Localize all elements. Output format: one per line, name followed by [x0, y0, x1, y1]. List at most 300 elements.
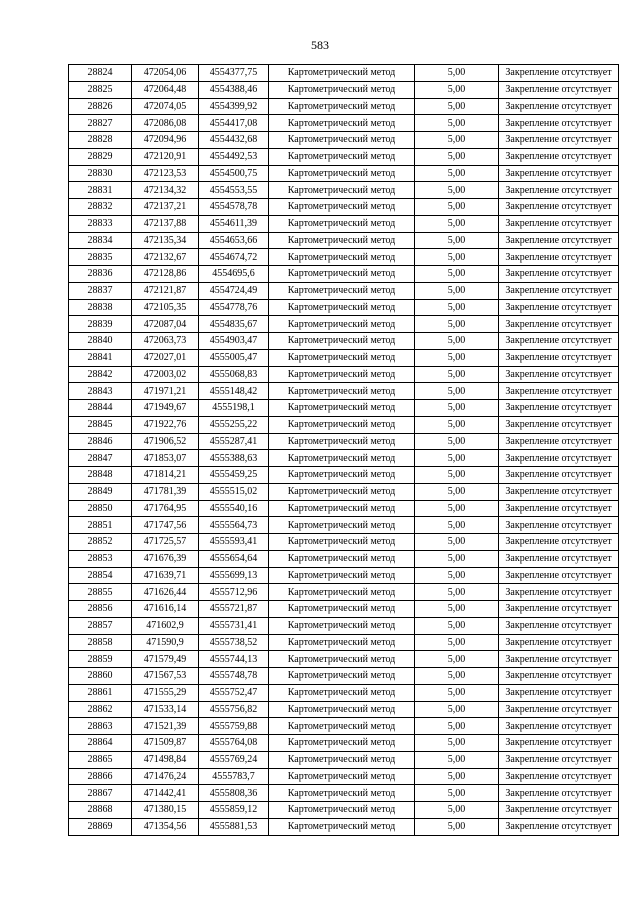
x-coordinate-cell: 472137,21	[132, 199, 199, 216]
point-number-cell: 28839	[69, 316, 132, 333]
x-coordinate-cell: 472054,06	[132, 65, 199, 82]
fixation-cell: Закрепление отсутствует	[499, 785, 619, 802]
table-row	[69, 199, 619, 216]
point-number-cell: 28846	[69, 433, 132, 450]
fixation-cell: Закрепление отсутствует	[499, 450, 619, 467]
point-number-cell: 28867	[69, 785, 132, 802]
accuracy-cell: 5,00	[415, 550, 499, 567]
x-coordinate-cell: 471616,14	[132, 601, 199, 618]
point-number-cell: 28858	[69, 634, 132, 651]
accuracy-cell: 5,00	[415, 148, 499, 165]
method-cell: Картометрический метод	[269, 81, 415, 98]
point-number-cell: 28868	[69, 802, 132, 819]
y-coordinate-cell: 4555881,53	[199, 818, 269, 835]
accuracy-cell: 5,00	[415, 634, 499, 651]
accuracy-cell: 5,00	[415, 199, 499, 216]
method-cell: Картометрический метод	[269, 98, 415, 115]
point-number-cell: 28848	[69, 467, 132, 484]
fixation-cell: Закрепление отсутствует	[499, 768, 619, 785]
table-row	[69, 132, 619, 149]
accuracy-cell: 5,00	[415, 400, 499, 417]
y-coordinate-cell: 4554835,67	[199, 316, 269, 333]
y-coordinate-cell: 4555748,78	[199, 668, 269, 685]
accuracy-cell: 5,00	[415, 668, 499, 685]
y-coordinate-cell: 4554653,66	[199, 232, 269, 249]
method-cell: Картометрический метод	[269, 601, 415, 618]
table-row	[69, 416, 619, 433]
x-coordinate-cell: 472134,32	[132, 182, 199, 199]
accuracy-cell: 5,00	[415, 802, 499, 819]
accuracy-cell: 5,00	[415, 467, 499, 484]
method-cell: Картометрический метод	[269, 500, 415, 517]
point-number-cell: 28866	[69, 768, 132, 785]
accuracy-cell: 5,00	[415, 366, 499, 383]
x-coordinate-cell: 471971,21	[132, 383, 199, 400]
accuracy-cell: 5,00	[415, 299, 499, 316]
fixation-cell: Закрепление отсутствует	[499, 500, 619, 517]
x-coordinate-cell: 472064,48	[132, 81, 199, 98]
fixation-cell: Закрепление отсутствует	[499, 668, 619, 685]
table-row	[69, 400, 619, 417]
x-coordinate-cell: 471602,9	[132, 617, 199, 634]
y-coordinate-cell: 4555721,87	[199, 601, 269, 618]
point-number-cell: 28847	[69, 450, 132, 467]
fixation-cell: Закрепление отсутствует	[499, 266, 619, 283]
method-cell: Картометрический метод	[269, 768, 415, 785]
fixation-cell: Закрепление отсутствует	[499, 349, 619, 366]
accuracy-cell: 5,00	[415, 534, 499, 551]
y-coordinate-cell: 4554674,72	[199, 249, 269, 266]
table-row	[69, 718, 619, 735]
y-coordinate-cell: 4554399,92	[199, 98, 269, 115]
method-cell: Картометрический метод	[269, 467, 415, 484]
y-coordinate-cell: 4554377,75	[199, 65, 269, 82]
point-number-cell: 28827	[69, 115, 132, 132]
x-coordinate-cell: 471853,07	[132, 450, 199, 467]
accuracy-cell: 5,00	[415, 433, 499, 450]
accuracy-cell: 5,00	[415, 98, 499, 115]
method-cell: Картометрический метод	[269, 751, 415, 768]
x-coordinate-cell: 472105,35	[132, 299, 199, 316]
method-cell: Картометрический метод	[269, 651, 415, 668]
method-cell: Картометрический метод	[269, 349, 415, 366]
accuracy-cell: 5,00	[415, 517, 499, 534]
point-number-cell: 28830	[69, 165, 132, 182]
table-row	[69, 266, 619, 283]
fixation-cell: Закрепление отсутствует	[499, 316, 619, 333]
y-coordinate-cell: 4555783,7	[199, 768, 269, 785]
point-number-cell: 28835	[69, 249, 132, 266]
point-number-cell: 28833	[69, 215, 132, 232]
y-coordinate-cell: 4555198,1	[199, 400, 269, 417]
table-row	[69, 684, 619, 701]
x-coordinate-cell: 471476,24	[132, 768, 199, 785]
fixation-cell: Закрепление отсутствует	[499, 115, 619, 132]
method-cell: Картометрический метод	[269, 735, 415, 752]
method-cell: Картометрический метод	[269, 383, 415, 400]
table-row	[69, 567, 619, 584]
point-number-cell: 28862	[69, 701, 132, 718]
fixation-cell: Закрепление отсутствует	[499, 701, 619, 718]
fixation-cell: Закрепление отсутствует	[499, 182, 619, 199]
x-coordinate-cell: 472132,67	[132, 249, 199, 266]
table-row	[69, 467, 619, 484]
point-number-cell: 28852	[69, 534, 132, 551]
point-number-cell: 28843	[69, 383, 132, 400]
table-row	[69, 165, 619, 182]
table-row	[69, 383, 619, 400]
fixation-cell: Закрепление отсутствует	[499, 617, 619, 634]
y-coordinate-cell: 4555068,83	[199, 366, 269, 383]
x-coordinate-cell: 471533,14	[132, 701, 199, 718]
fixation-cell: Закрепление отсутствует	[499, 818, 619, 835]
table-row	[69, 550, 619, 567]
point-number-cell: 28845	[69, 416, 132, 433]
accuracy-cell: 5,00	[415, 718, 499, 735]
fixation-cell: Закрепление отсутствует	[499, 282, 619, 299]
fixation-cell: Закрепление отсутствует	[499, 534, 619, 551]
method-cell: Картометрический метод	[269, 534, 415, 551]
x-coordinate-cell: 472135,34	[132, 232, 199, 249]
y-coordinate-cell: 4555593,41	[199, 534, 269, 551]
x-coordinate-cell: 471814,21	[132, 467, 199, 484]
y-coordinate-cell: 4554778,76	[199, 299, 269, 316]
table-row	[69, 182, 619, 199]
x-coordinate-cell: 471380,15	[132, 802, 199, 819]
y-coordinate-cell: 4554388,46	[199, 81, 269, 98]
x-coordinate-cell: 471509,87	[132, 735, 199, 752]
y-coordinate-cell: 4554500,75	[199, 165, 269, 182]
accuracy-cell: 5,00	[415, 601, 499, 618]
accuracy-cell: 5,00	[415, 735, 499, 752]
method-cell: Картометрический метод	[269, 684, 415, 701]
fixation-cell: Закрепление отсутствует	[499, 584, 619, 601]
y-coordinate-cell: 4555540,16	[199, 500, 269, 517]
x-coordinate-cell: 471949,67	[132, 400, 199, 417]
point-number-cell: 28859	[69, 651, 132, 668]
table-row	[69, 232, 619, 249]
point-number-cell: 28834	[69, 232, 132, 249]
x-coordinate-cell: 472123,53	[132, 165, 199, 182]
table-row	[69, 450, 619, 467]
fixation-cell: Закрепление отсутствует	[499, 601, 619, 618]
method-cell: Картометрический метод	[269, 450, 415, 467]
point-number-cell: 28840	[69, 333, 132, 350]
accuracy-cell: 5,00	[415, 182, 499, 199]
fixation-cell: Закрепление отсутствует	[499, 165, 619, 182]
accuracy-cell: 5,00	[415, 115, 499, 132]
accuracy-cell: 5,00	[415, 333, 499, 350]
y-coordinate-cell: 4555699,13	[199, 567, 269, 584]
method-cell: Картометрический метод	[269, 165, 415, 182]
fixation-cell: Закрепление отсутствует	[499, 517, 619, 534]
fixation-cell: Закрепление отсутствует	[499, 232, 619, 249]
fixation-cell: Закрепление отсутствует	[499, 751, 619, 768]
table-row	[69, 768, 619, 785]
method-cell: Картометрический метод	[269, 266, 415, 283]
x-coordinate-cell: 471747,56	[132, 517, 199, 534]
y-coordinate-cell: 4555752,47	[199, 684, 269, 701]
accuracy-cell: 5,00	[415, 383, 499, 400]
point-number-cell: 28831	[69, 182, 132, 199]
accuracy-cell: 5,00	[415, 165, 499, 182]
accuracy-cell: 5,00	[415, 500, 499, 517]
method-cell: Картометрический метод	[269, 517, 415, 534]
accuracy-cell: 5,00	[415, 785, 499, 802]
x-coordinate-cell: 471442,41	[132, 785, 199, 802]
x-coordinate-cell: 472137,88	[132, 215, 199, 232]
method-cell: Картометрический метод	[269, 668, 415, 685]
x-coordinate-cell: 472087,04	[132, 316, 199, 333]
accuracy-cell: 5,00	[415, 132, 499, 149]
y-coordinate-cell: 4555808,36	[199, 785, 269, 802]
point-number-cell: 28851	[69, 517, 132, 534]
x-coordinate-cell: 472128,86	[132, 266, 199, 283]
accuracy-cell: 5,00	[415, 701, 499, 718]
point-number-cell: 28863	[69, 718, 132, 735]
table-row	[69, 249, 619, 266]
fixation-cell: Закрепление отсутствует	[499, 651, 619, 668]
y-coordinate-cell: 4555744,13	[199, 651, 269, 668]
table-row	[69, 483, 619, 500]
x-coordinate-cell: 471639,71	[132, 567, 199, 584]
y-coordinate-cell: 4555738,52	[199, 634, 269, 651]
table-row	[69, 735, 619, 752]
accuracy-cell: 5,00	[415, 249, 499, 266]
accuracy-cell: 5,00	[415, 751, 499, 768]
method-cell: Картометрический метод	[269, 282, 415, 299]
y-coordinate-cell: 4555255,22	[199, 416, 269, 433]
point-number-cell: 28825	[69, 81, 132, 98]
x-coordinate-cell: 471354,56	[132, 818, 199, 835]
fixation-cell: Закрепление отсутствует	[499, 249, 619, 266]
point-number-cell: 28853	[69, 550, 132, 567]
method-cell: Картометрический метод	[269, 584, 415, 601]
y-coordinate-cell: 4555654,64	[199, 550, 269, 567]
y-coordinate-cell: 4554553,55	[199, 182, 269, 199]
point-number-cell: 28855	[69, 584, 132, 601]
point-number-cell: 28824	[69, 65, 132, 82]
point-number-cell: 28869	[69, 818, 132, 835]
method-cell: Картометрический метод	[269, 818, 415, 835]
fixation-cell: Закрепление отсутствует	[499, 400, 619, 417]
accuracy-cell: 5,00	[415, 416, 499, 433]
table-row	[69, 701, 619, 718]
y-coordinate-cell: 4555148,42	[199, 383, 269, 400]
page-number: 583	[311, 38, 329, 52]
table-row	[69, 751, 619, 768]
x-coordinate-cell: 472121,87	[132, 282, 199, 299]
table-row	[69, 349, 619, 366]
accuracy-cell: 5,00	[415, 65, 499, 82]
point-number-cell: 28826	[69, 98, 132, 115]
x-coordinate-cell: 471781,39	[132, 483, 199, 500]
coordinates-table	[68, 64, 619, 836]
table-body	[69, 65, 619, 836]
accuracy-cell: 5,00	[415, 215, 499, 232]
fixation-cell: Закрепление отсутствует	[499, 148, 619, 165]
y-coordinate-cell: 4555388,63	[199, 450, 269, 467]
table-row	[69, 517, 619, 534]
y-coordinate-cell: 4554492,53	[199, 148, 269, 165]
table-row	[69, 115, 619, 132]
fixation-cell: Закрепление отсутствует	[499, 81, 619, 98]
accuracy-cell: 5,00	[415, 349, 499, 366]
table-row	[69, 148, 619, 165]
x-coordinate-cell: 471579,49	[132, 651, 199, 668]
x-coordinate-cell: 472003,02	[132, 366, 199, 383]
fixation-cell: Закрепление отсутствует	[499, 718, 619, 735]
fixation-cell: Закрепление отсутствует	[499, 383, 619, 400]
point-number-cell: 28861	[69, 684, 132, 701]
point-number-cell: 28841	[69, 349, 132, 366]
y-coordinate-cell: 4555459,25	[199, 467, 269, 484]
accuracy-cell: 5,00	[415, 818, 499, 835]
table-row	[69, 500, 619, 517]
table-row	[69, 818, 619, 835]
accuracy-cell: 5,00	[415, 684, 499, 701]
method-cell: Картометрический метод	[269, 550, 415, 567]
accuracy-cell: 5,00	[415, 232, 499, 249]
x-coordinate-cell: 471764,95	[132, 500, 199, 517]
table-row	[69, 282, 619, 299]
y-coordinate-cell: 4554903,47	[199, 333, 269, 350]
method-cell: Картометрический метод	[269, 132, 415, 149]
table-row	[69, 299, 619, 316]
method-cell: Картометрический метод	[269, 567, 415, 584]
y-coordinate-cell: 4555005,47	[199, 349, 269, 366]
point-number-cell: 28829	[69, 148, 132, 165]
x-coordinate-cell: 472094,96	[132, 132, 199, 149]
point-number-cell: 28844	[69, 400, 132, 417]
point-number-cell: 28857	[69, 617, 132, 634]
fixation-cell: Закрепление отсутствует	[499, 98, 619, 115]
y-coordinate-cell: 4555859,12	[199, 802, 269, 819]
fixation-cell: Закрепление отсутствует	[499, 684, 619, 701]
y-coordinate-cell: 4555712,96	[199, 584, 269, 601]
method-cell: Картометрический метод	[269, 718, 415, 735]
accuracy-cell: 5,00	[415, 450, 499, 467]
point-number-cell: 28850	[69, 500, 132, 517]
accuracy-cell: 5,00	[415, 651, 499, 668]
x-coordinate-cell: 472086,08	[132, 115, 199, 132]
method-cell: Картометрический метод	[269, 249, 415, 266]
x-coordinate-cell: 471725,57	[132, 534, 199, 551]
accuracy-cell: 5,00	[415, 567, 499, 584]
table-row	[69, 651, 619, 668]
accuracy-cell: 5,00	[415, 584, 499, 601]
method-cell: Картометрический метод	[269, 416, 415, 433]
point-number-cell: 28837	[69, 282, 132, 299]
y-coordinate-cell: 4554695,6	[199, 266, 269, 283]
table-row	[69, 316, 619, 333]
table-row	[69, 584, 619, 601]
y-coordinate-cell: 4554724,49	[199, 282, 269, 299]
method-cell: Картометрический метод	[269, 400, 415, 417]
fixation-cell: Закрепление отсутствует	[499, 132, 619, 149]
point-number-cell: 28849	[69, 483, 132, 500]
y-coordinate-cell: 4555731,41	[199, 617, 269, 634]
x-coordinate-cell: 472074,05	[132, 98, 199, 115]
fixation-cell: Закрепление отсутствует	[499, 483, 619, 500]
table-row	[69, 65, 619, 82]
accuracy-cell: 5,00	[415, 282, 499, 299]
method-cell: Картометрический метод	[269, 617, 415, 634]
method-cell: Картометрический метод	[269, 182, 415, 199]
y-coordinate-cell: 4555764,08	[199, 735, 269, 752]
x-coordinate-cell: 471906,52	[132, 433, 199, 450]
table-row	[69, 333, 619, 350]
fixation-cell: Закрепление отсутствует	[499, 416, 619, 433]
table-row	[69, 601, 619, 618]
table-row	[69, 81, 619, 98]
accuracy-cell: 5,00	[415, 266, 499, 283]
x-coordinate-cell: 472027,01	[132, 349, 199, 366]
fixation-cell: Закрепление отсутствует	[499, 467, 619, 484]
table-row	[69, 534, 619, 551]
method-cell: Картометрический метод	[269, 65, 415, 82]
x-coordinate-cell: 471555,29	[132, 684, 199, 701]
y-coordinate-cell: 4555287,41	[199, 433, 269, 450]
table-row	[69, 634, 619, 651]
method-cell: Картометрический метод	[269, 785, 415, 802]
x-coordinate-cell: 472063,73	[132, 333, 199, 350]
x-coordinate-cell: 471922,76	[132, 416, 199, 433]
method-cell: Картометрический метод	[269, 366, 415, 383]
table-row	[69, 98, 619, 115]
accuracy-cell: 5,00	[415, 81, 499, 98]
table-row	[69, 617, 619, 634]
fixation-cell: Закрепление отсутствует	[499, 433, 619, 450]
fixation-cell: Закрепление отсутствует	[499, 550, 619, 567]
point-number-cell: 28838	[69, 299, 132, 316]
method-cell: Картометрический метод	[269, 199, 415, 216]
method-cell: Картометрический метод	[269, 483, 415, 500]
method-cell: Картометрический метод	[269, 299, 415, 316]
method-cell: Картометрический метод	[269, 333, 415, 350]
x-coordinate-cell: 471521,39	[132, 718, 199, 735]
method-cell: Картометрический метод	[269, 215, 415, 232]
x-coordinate-cell: 472120,91	[132, 148, 199, 165]
point-number-cell: 28836	[69, 266, 132, 283]
fixation-cell: Закрепление отсутствует	[499, 215, 619, 232]
accuracy-cell: 5,00	[415, 316, 499, 333]
fixation-cell: Закрепление отсутствует	[499, 333, 619, 350]
table-row	[69, 668, 619, 685]
method-cell: Картометрический метод	[269, 634, 415, 651]
fixation-cell: Закрепление отсутствует	[499, 567, 619, 584]
fixation-cell: Закрепление отсутствует	[499, 366, 619, 383]
table-row	[69, 366, 619, 383]
fixation-cell: Закрепление отсутствует	[499, 65, 619, 82]
x-coordinate-cell: 471498,84	[132, 751, 199, 768]
x-coordinate-cell: 471626,44	[132, 584, 199, 601]
y-coordinate-cell: 4555759,88	[199, 718, 269, 735]
method-cell: Картометрический метод	[269, 148, 415, 165]
x-coordinate-cell: 471676,39	[132, 550, 199, 567]
method-cell: Картометрический метод	[269, 316, 415, 333]
y-coordinate-cell: 4555515,02	[199, 483, 269, 500]
y-coordinate-cell: 4555756,82	[199, 701, 269, 718]
table-row	[69, 433, 619, 450]
accuracy-cell: 5,00	[415, 617, 499, 634]
point-number-cell: 28856	[69, 601, 132, 618]
fixation-cell: Закрепление отсутствует	[499, 735, 619, 752]
point-number-cell: 28860	[69, 668, 132, 685]
y-coordinate-cell: 4554578,78	[199, 199, 269, 216]
y-coordinate-cell: 4554611,39	[199, 215, 269, 232]
table-row	[69, 802, 619, 819]
